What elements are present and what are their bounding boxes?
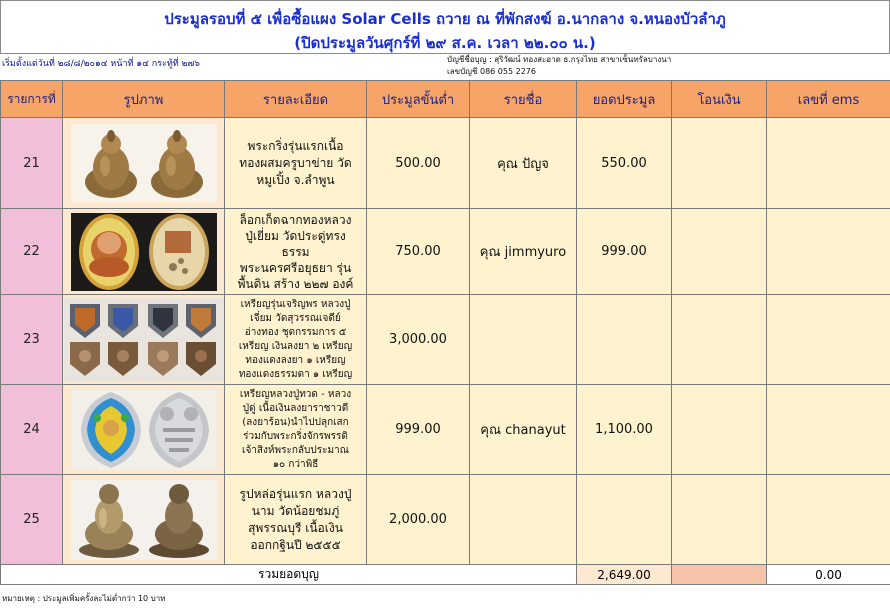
header-ems: เลขที่ ems [767, 81, 890, 118]
detail-line: พระกริ่งรุ่นแรกเนื้อ [247, 138, 344, 153]
start-bid: 500.00 [367, 118, 470, 209]
bid-total [577, 475, 672, 565]
transfer-cell [672, 385, 767, 475]
locket-photo [69, 211, 219, 293]
header-image: รูปภาพ [63, 81, 225, 118]
item-image [63, 475, 225, 565]
bidder-name [470, 475, 577, 565]
detail-line: เหรียญหลวงปู่ทวด - หลวง [239, 388, 352, 400]
table-row [1, 118, 890, 209]
item-image [63, 385, 225, 475]
bidder-name: คุณ ปัญจ [470, 118, 577, 209]
detail-line: อ่างทอง ชุดกรรมการ ๕ [244, 326, 347, 338]
header-start-bid: ประมูลขั้นต่ำ [367, 81, 470, 118]
table-row [1, 385, 890, 475]
item-image [63, 209, 225, 295]
locket-front [79, 214, 139, 290]
header-total: ยอดประมูล [577, 81, 672, 118]
bid-total: 1,100.00 [577, 385, 672, 475]
ems-cell [767, 209, 890, 295]
coin-set-photo [64, 298, 224, 382]
header-detail: รายละเอียด [225, 81, 367, 118]
transfer-cell [672, 118, 767, 209]
account-number: เลขบัญชี 086 055 2276 [447, 67, 536, 76]
total-row [1, 565, 890, 585]
detail-line: พื้นดิน สร้าง ๒๒๗ องค์ [237, 276, 354, 291]
start-bid: 3,000.00 [367, 295, 470, 385]
ems-cell [767, 475, 890, 565]
item-detail [225, 295, 367, 385]
detail-line: เจี่ยม วัดสุวรรณเจดีย์ [250, 312, 341, 324]
detail-line: นาม วัดน้อยชมภู่ [251, 503, 340, 518]
start-info: เริ่มตั้งแต่วันที่ ๒๘/๘/๒๐๑๔ หน้าที่ ๑๔ กระทู้ที่ ๒๗๖ [2, 59, 200, 69]
bidder-name: คุณ chanayut [470, 385, 577, 475]
account-info [447, 54, 671, 78]
page-title: ประมูลรอบที่ ๕ เพื่อซื้อแผง Solar Cells ถวาย ณ ที่พักสงฆ์ อ.นากลาง จ.หนองบัวลำภู [164, 10, 726, 28]
detail-line: ทองผสมครูบาข่าย วัด [239, 155, 352, 170]
ems-cell [767, 295, 890, 385]
table-row [1, 475, 890, 565]
detail-line: ร่วมกับพระกริ่งจักรพรรดิ [243, 430, 348, 442]
header-row [1, 81, 890, 118]
header-no: รายการที่ [1, 81, 63, 118]
detail-line: ธรรม [281, 244, 310, 259]
start-bid: 750.00 [367, 209, 470, 295]
bid-total [577, 295, 672, 385]
bidder-name: คุณ jimmyuro [470, 209, 577, 295]
detail-line: พระนครศรีอยุธยา รุ่น [239, 260, 352, 275]
detail-line: ๑๐ กว่าพิธี [272, 458, 319, 470]
bid-total: 999.00 [577, 209, 672, 295]
table-row [1, 209, 890, 295]
item-detail [225, 385, 367, 475]
detail-line: เจ้าสิงห์พระกลับประมาณ [242, 444, 349, 456]
transfer-cell [672, 295, 767, 385]
start-bid: 999.00 [367, 385, 470, 475]
locket-back [149, 214, 209, 290]
detail-line: ทองแดงลงยา ๑ เหรียญ [245, 354, 346, 366]
transfer-cell [672, 209, 767, 295]
detail-line: ปู่ดู่ เนื้อเงินลงยาราชาวดี [242, 402, 349, 414]
bidder-name [470, 295, 577, 385]
item-detail [225, 118, 367, 209]
total-amount: 2,649.00 [577, 565, 672, 585]
transfer-cell [672, 475, 767, 565]
header-name: รายชื่อ [470, 81, 577, 118]
item-number: 25 [1, 475, 63, 565]
detail-line: ทองแดงธรรมดา ๑ เหรียญ [238, 368, 353, 380]
table-row [1, 295, 890, 385]
account-name: บัญชีชื่อบุญ : สุริวัฒน์ ทองสะอาด ธ.กรุงไทย สาขาเซ็นทรัลบางนา [447, 55, 672, 64]
item-image [63, 118, 225, 209]
detail-line: รูปหล่อรุ่นแรก หลวงปู่ [239, 486, 352, 501]
enamel-coin-photo [69, 388, 219, 472]
item-number: 22 [1, 209, 63, 295]
detail-line: เหรียญรุ่นเจริญพร หลวงปู่ [240, 298, 351, 310]
statue-photo [69, 478, 219, 562]
item-number: 21 [1, 118, 63, 209]
page-subtitle: (ปิดประมูลวันศุกร์ที่ ๒๙ ส.ค. เวลา ๒๒.๐๐ น.) [294, 34, 596, 52]
detail-line: ล็อกเก็ตฉากทองหลวง [239, 212, 352, 227]
start-bid: 2,000.00 [367, 475, 470, 565]
detail-line: (ลงยาร้อน)นำไปปลุกเสก [242, 416, 349, 428]
ems-cell [767, 385, 890, 475]
amulet-photo [69, 122, 219, 204]
item-image [63, 295, 225, 385]
bid-total: 550.00 [577, 118, 672, 209]
item-detail [225, 209, 367, 295]
total-label: รวมยอดบุญ [1, 565, 577, 585]
total-transfer [672, 565, 767, 585]
total-ems: 0.00 [767, 565, 890, 585]
detail-line: หมูเปิ้ง จ.ลำพูน [256, 172, 335, 187]
item-number: 24 [1, 385, 63, 475]
detail-line: เหรียญ เงินลงยา ๒ เหรียญ [238, 340, 353, 352]
item-number: 23 [1, 295, 63, 385]
item-detail [225, 475, 367, 565]
auction-table [0, 80, 890, 585]
detail-line: สุพรรณบุรี เนื้อเงิน [248, 520, 343, 535]
detail-line: ปู่เยี่ยม วัดประดู่ทรง [245, 228, 346, 243]
detail-line: ออกกฐินปี ๒๕๕๕ [250, 537, 341, 552]
footnote: หมายเหตุ : ประมูลเพิ่มครั้งละไม่ต่ำกว่า 10 บาท [2, 594, 166, 603]
ems-cell [767, 118, 890, 209]
header-transfer: โอนเงิน [672, 81, 767, 118]
title-box [0, 0, 890, 54]
